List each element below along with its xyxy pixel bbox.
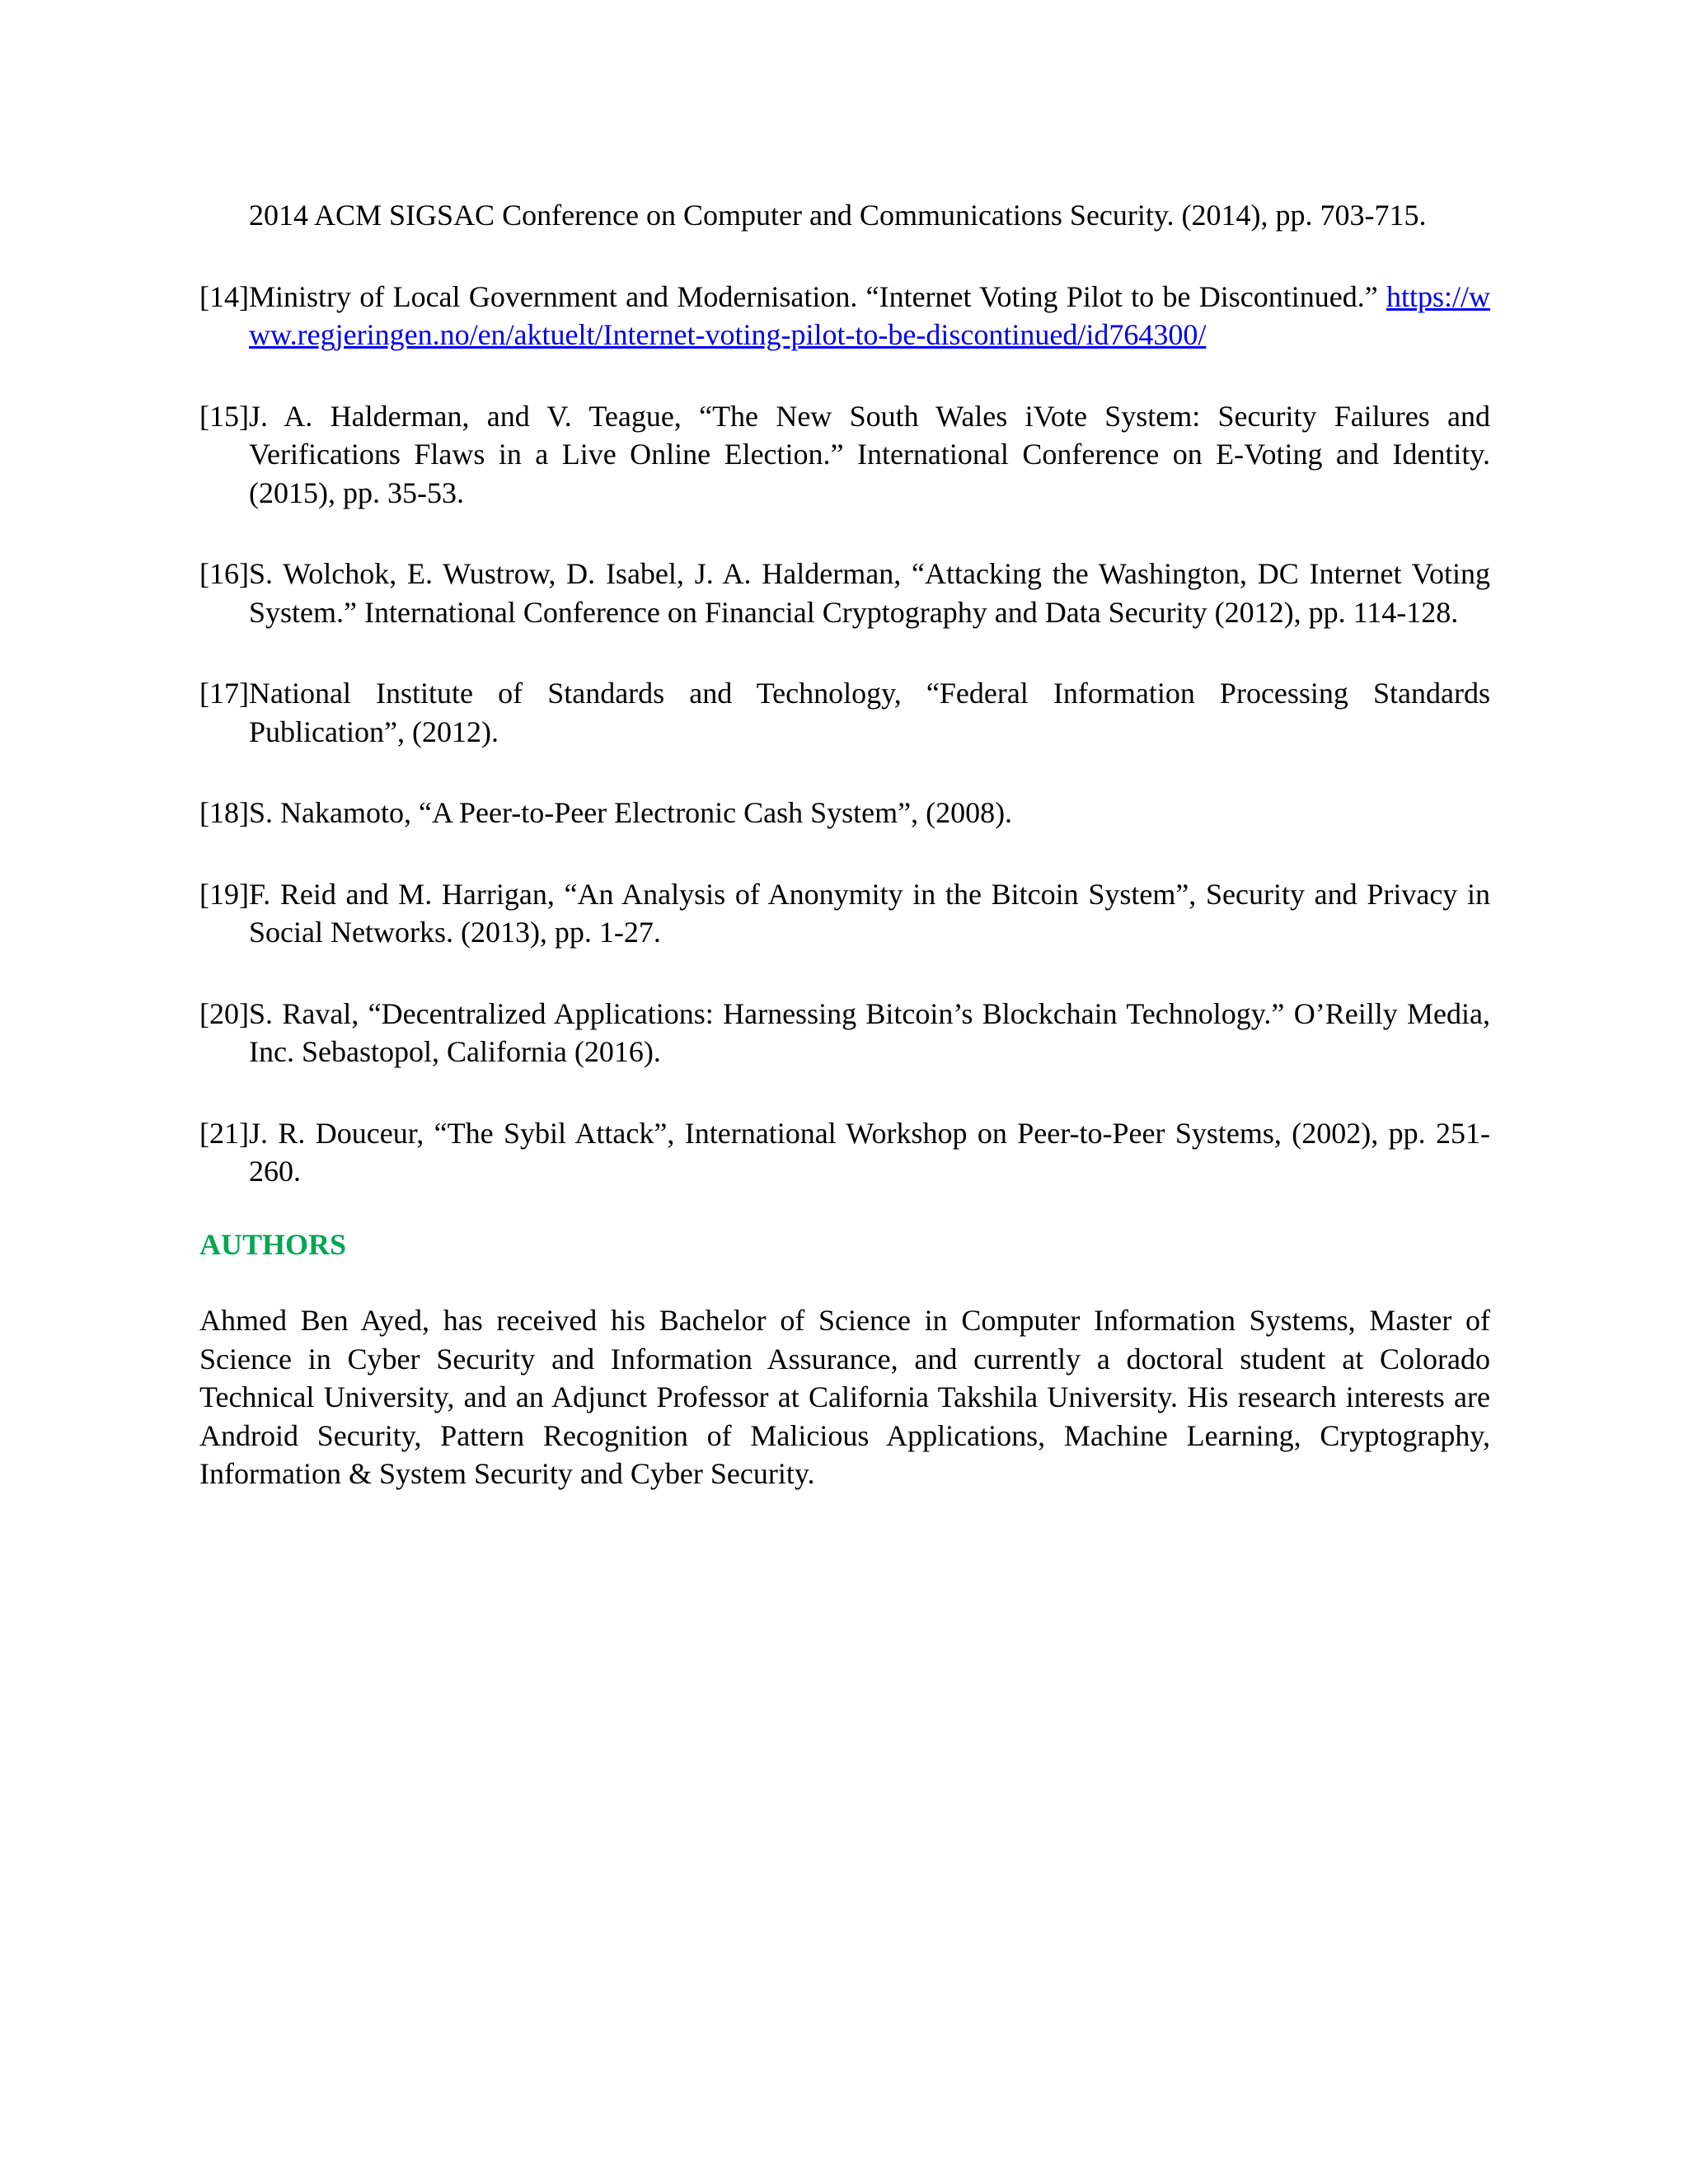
reference-text: S. Raval, “Decentralized Applications: Harnessing Bitcoin’s Blockchain Technology.” O’Reilly Media, Inc. Sebastopol, California (2016). — [249, 996, 1490, 1068]
reference-text: National Institute of Standards and Technology, “Federal Information Processing Standards Publication”, (2012). — [249, 677, 1490, 748]
reference-16 — [199, 555, 1490, 631]
reference-17 — [199, 674, 1490, 751]
reference-text: S. Wolchok, E. Wustrow, D. Isabel, J. A. Halderman, “Attacking the Washington, DC Internet Voting System.” International Conference on Financial Cryptography and Data Security (2012), pp. 114-128. — [249, 557, 1490, 629]
authors-heading: AUTHORS — [199, 1227, 347, 1261]
author-bio: Ahmed Ben Ayed, has received his Bachelor of Science in Computer Information Systems, Master of Science in Cyber Security and Information Assurance, and currently a doctoral student at Colorado Technical University, and an Adjunct Professor at California Takshila University. His research interests are Android Security, Pattern Recognition of Malicious Applications, Machine Learning, Cryptography, Information & System Security and Cyber Security. — [199, 1304, 1490, 1490]
reference-text: Ministry of Local Government and Modernisation. “Internet Voting Pilot to be Discontinued.” — [249, 279, 1378, 313]
reference-text: S. Nakamoto, “A Peer-to-Peer Electronic Cash System”, (2008). — [249, 796, 1013, 829]
reference-14 — [199, 278, 1490, 354]
reference-link[interactable]: https://www.regjeringen.no/en/aktuelt/Internet-voting-pilot-to-be-discontinued/id764300/ — [249, 279, 1490, 351]
reference-number: [17] — [199, 677, 249, 710]
reference-text: J. R. Douceur, “The Sybil Attack”, International Workshop on Peer-to-Peer Systems, (2002), pp. 251-260. — [249, 1116, 1490, 1188]
reference-number: [20] — [199, 996, 249, 1030]
reference-20 — [199, 995, 1490, 1071]
reference-19 — [199, 875, 1490, 952]
reference-text: 2014 ACM SIGSAC Conference on Computer and Communications Security. (2014), pp. 703-715. — [249, 199, 1427, 232]
reference-number: [14] — [199, 279, 249, 313]
reference-number: [21] — [199, 1116, 249, 1150]
reference-number: [16] — [199, 557, 249, 590]
reference-13-continuation — [199, 196, 1490, 235]
reference-number: [18] — [199, 796, 249, 829]
reference-15 — [199, 397, 1490, 513]
reference-number: [15] — [199, 399, 249, 433]
reference-number: [19] — [199, 877, 249, 911]
reference-text: J. A. Halderman, and V. Teague, “The New South Wales iVote System: Security Failures and Verifications Flaws in a Live Online Election.” International Conference on E-Voting and Identity. (2015), pp. 35-53. — [249, 399, 1490, 509]
references-page — [199, 196, 1490, 1493]
reference-18 — [199, 794, 1490, 832]
reference-21 — [199, 1114, 1490, 1191]
reference-text: F. Reid and M. Harrigan, “An Analysis of Anonymity in the Bitcoin System”, Security and Privacy in Social Networks. (2013), pp. 1-27. — [249, 877, 1490, 949]
